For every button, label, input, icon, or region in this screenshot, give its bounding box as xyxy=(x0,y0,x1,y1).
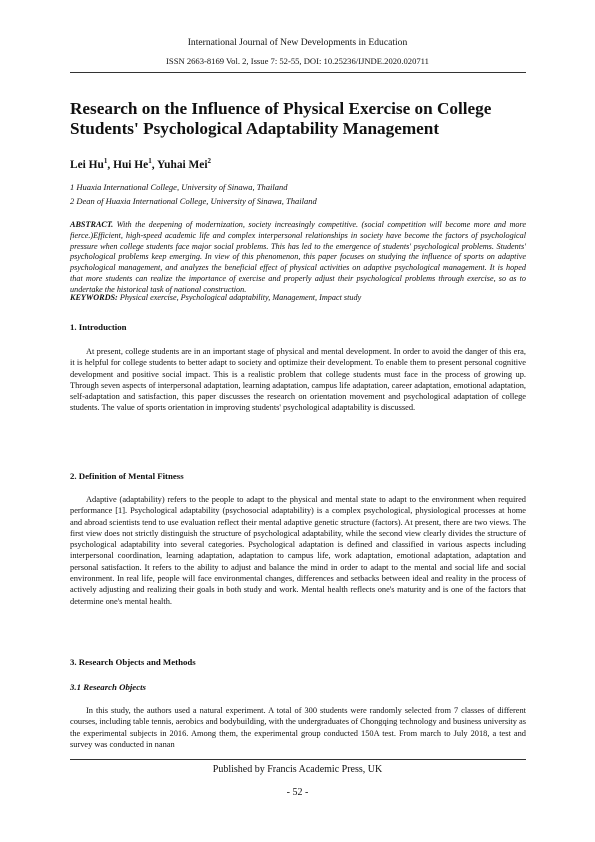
keywords-text: Physical exercise, Psychological adaptability, Management, Impact study xyxy=(119,293,362,302)
author-list: Lei Hu$^1$, Hui He$^1$, Yuhai Mei$^2$ xyxy=(70,157,212,171)
issn-doi-line: ISSN 2663-8169 Vol. 2, Issue 7: 52-55, DOI: 10.25236/IJNDE.2020.020711 xyxy=(166,56,429,66)
author-affil-mark: 2 xyxy=(207,157,212,165)
paper-title: Research on the Influence of Physical Exercise on College Students' Psychological Adaptability Management xyxy=(70,99,492,138)
author-name: Lei Hu xyxy=(70,158,104,171)
subsection-body-research-objects: In this study, the authors used a natural experiment. A total of 300 students were randomly selected from 7 classes of different courses, including table tennis, aerobics and bodybuilding, with the undergraduates of Chongqing technology and business university as the experimental subjects in 2016. Among them, the experimental group conducted 150A test. From march to July 2018, a test and survey was conducted in nanan xyxy=(70,706,526,749)
subsection-heading-research-objects: 3.1 Research Objects xyxy=(70,682,146,692)
journal-name: International Journal of New Developments in Education xyxy=(187,37,408,48)
section-heading-introduction: 1. Introduction xyxy=(70,322,127,332)
author-affil-mark: 1 xyxy=(148,157,152,165)
keywords-label: KEYWORDS: xyxy=(70,293,118,302)
keywords xyxy=(70,293,526,302)
abstract-label: ABSTRACT. xyxy=(70,220,114,229)
page-number: - 52 - xyxy=(286,787,309,798)
section-body-definition: Adaptive (adaptability) refers to the people to adapt to the physical and mental state to adapt to the environment when required performance [1]. Psychological adaptability (psychosocial adaptability) is a complex psychological, physiological processes at home and abroad scientists tend to use evaluation reflect their mental adaptive genetic structure (factors). At present, there are two views. The first view does not strictly distinguish the structure of psychological adaptability, while the second view clearly divides the structure of psychological adaptability into several categories. Psychological adaptation is defined and classified in various aspects including interpersonal coordination, learning adaptation, adaptation to campus life, work adaptation, emotional adaptation, adaptation and personal satisfaction. It refers to the ability to adjust and balance the mind in order to adapt to the mental and social life and social environment. In real life, people will face environmental changes, differences and setbacks between ideal and reality in the process of actively adjusting and realizing their goals in both study and work. Mental health reflects one's maturity and is one of the factors that determine one's mental health. xyxy=(70,495,526,606)
abstract xyxy=(70,220,526,296)
affiliation: 1 Huaxia International College, University of Sinawa, Thailand xyxy=(70,182,288,192)
author-affil-mark: 1 xyxy=(103,157,108,165)
author-name: Yuhai Mei xyxy=(156,158,208,171)
header-rule xyxy=(70,72,526,73)
publisher-line: Published by Francis Academic Press, UK xyxy=(212,764,383,775)
footer-rule xyxy=(70,759,526,760)
author-name: Hui He xyxy=(113,158,149,171)
section-body-introduction: At present, college students are in an important stage of physical and mental development. In order to avoid the danger of this era, it is helpful for college students to better adapt to society and optimize their development. To enable them to present personal cognitive development and positive social impact. This is a realistic problem that college students must face in the process of growing up. Through seven aspects of interpersonal adaptation, learning adaptation, campus life adaptation, career adaptation, emotional adaptation, self-adaptation and satisfaction, this paper discusses the research on orientation movement and psychological adaptation of college students. The value of sports orientation in improving students' psychological adaptability is discussed. xyxy=(70,347,526,413)
abstract-text: With the deepening of modernization, society increasingly competitive. (social competition will become more and more fierce.)Efficient, high-speed academic life and complex interpersonal relationships in society have become the factors of psychological pressure when college students face major social problems. This has led to the emergence of students' psychological problems. Students' psychological problems keep emerging. In view of this phenomenon, this paper focuses on studying the influence of sports on adaptive psychological management, and analyzes the beneficial effect of physical activities on adaptive psychological management. It is hoped that more students can realize the importance of exercise and properly adjust their psychological problems through exercise, so as to undertake the historical task of national construction. xyxy=(70,220,526,294)
affiliation: 2 Dean of Huaxia International College, University of Sinawa, Thailand xyxy=(70,196,317,206)
section-heading-definition: 2. Definition of Mental Fitness xyxy=(70,471,184,481)
section-heading-methods: 3. Research Objects and Methods xyxy=(70,657,196,667)
